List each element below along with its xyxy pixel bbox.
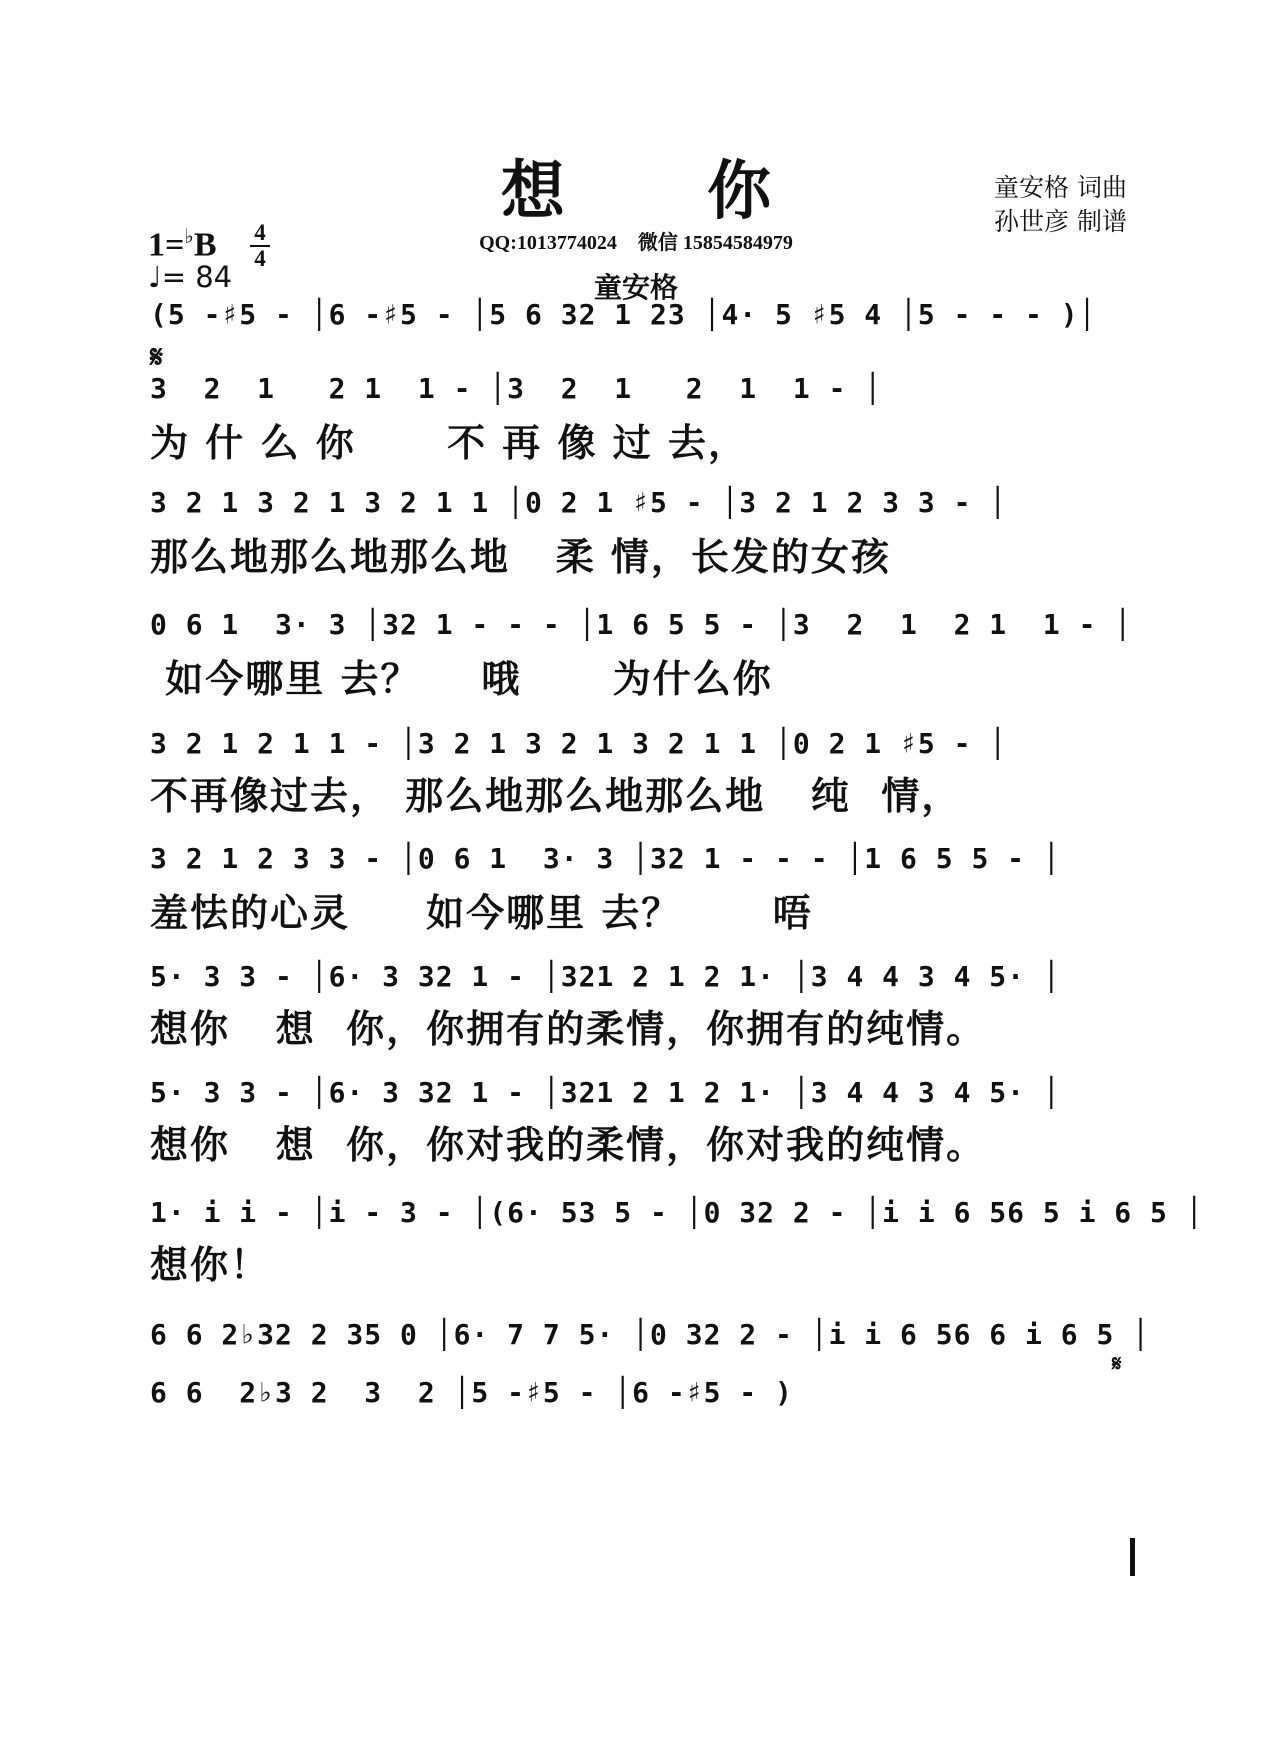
flat-sign: ♭ (184, 226, 194, 248)
notation-line: 3 2 1 2 1 1 - │3 2 1 2 1 1 - │ (150, 372, 883, 405)
lyrics-line: 想你！ (150, 1242, 271, 1287)
notation-line: 6 6 2♭3 2 3 2 │5 -♯5 - │6 -♯5 - ) (150, 1376, 793, 1409)
notation-line: 1· i i - │i - 3 - │(6· 53 5 - │0 32 2 - │i i 6 56 5 i 6 5 │ (150, 1196, 1204, 1229)
notation-line: 3 2 1 2 1 1 - │3 2 1 3 2 1 3 2 1 1 │0 2 1 ♯5 - │ (150, 727, 1008, 760)
final-barline (1130, 1538, 1135, 1576)
notation-line: 3 2 1 3 2 1 3 2 1 1 │0 2 1 ♯5 - │3 2 1 2 3 3 - │ (150, 486, 1008, 519)
segno-icon: 𝄋 (150, 340, 163, 375)
time-signature-top: 4 (254, 220, 266, 245)
notation-credit: 孙世彦 制谱 (994, 207, 1127, 236)
song-title: 想 你 (500, 154, 832, 229)
lyrics-line: 不再像过去， 那么地那么地那么地 纯 情， (150, 773, 962, 818)
notation-line: (5 -♯5 - │6 -♯5 - │5 6 32 1 23 │4· 5 ♯5 4 │5 - - - )│ (150, 298, 1097, 331)
key-signature (148, 224, 217, 264)
notation-line: 5· 3 3 - │6· 3 32 1 - │321 2 1 2 1· │3 4 4 3 4 5· │ (150, 960, 1061, 993)
lyrics-line: 羞怯的心灵 如今哪里 去？ 唔 (150, 890, 813, 935)
notation-line: 6 6 2♭32 2 35 0 │6· 7 7 5· │0 32 2 - │i i 6 56 6 i 6 5 │ (150, 1318, 1151, 1351)
quarter-note-icon: ♩ (148, 260, 162, 294)
key-prefix: 1= (148, 226, 185, 264)
notation-line: 3 2 1 2 3 3 - │0 6 1 3· 3 │32 1 - - - │1 6 5 5 - │ (150, 842, 1061, 875)
tempo-marking (148, 260, 232, 294)
time-signature (250, 222, 270, 270)
qq-number: QQ:1013774024 (479, 232, 617, 254)
lyrics-line: 那么地那么地那么地 柔 情，长发的女孩 (150, 534, 891, 579)
notation-line: 5· 3 3 - │6· 3 32 1 - │321 2 1 2 1· │3 4 4 3 4 5· │ (150, 1076, 1061, 1109)
lyrics-line: 想你 想 你，你对我的柔情，你对我的纯情。 (150, 1122, 987, 1167)
tempo-value: = 84 (161, 260, 233, 294)
time-signature-bottom: 4 (254, 246, 266, 271)
segno-icon: 𝄋 (1112, 1352, 1122, 1377)
performer-name: 童安格 (593, 271, 678, 304)
notation-line: 0 6 1 3· 3 │32 1 - - - │1 6 5 5 - │3 2 1 2 1 1 - │ (150, 608, 1133, 641)
key-note: B (193, 226, 217, 264)
lyrics-music-credit: 童安格 词曲 (994, 173, 1127, 202)
lyrics-line: 想你 想 你，你拥有的柔情，你拥有的纯情。 (150, 1006, 987, 1051)
wechat-number: 微信 15854584979 (637, 232, 793, 254)
lyrics-line: 如今哪里 去？ 哦 为什么你 (150, 656, 773, 701)
lyrics-line: 为 什 么 你 不 再 像 过 去， (150, 420, 748, 465)
